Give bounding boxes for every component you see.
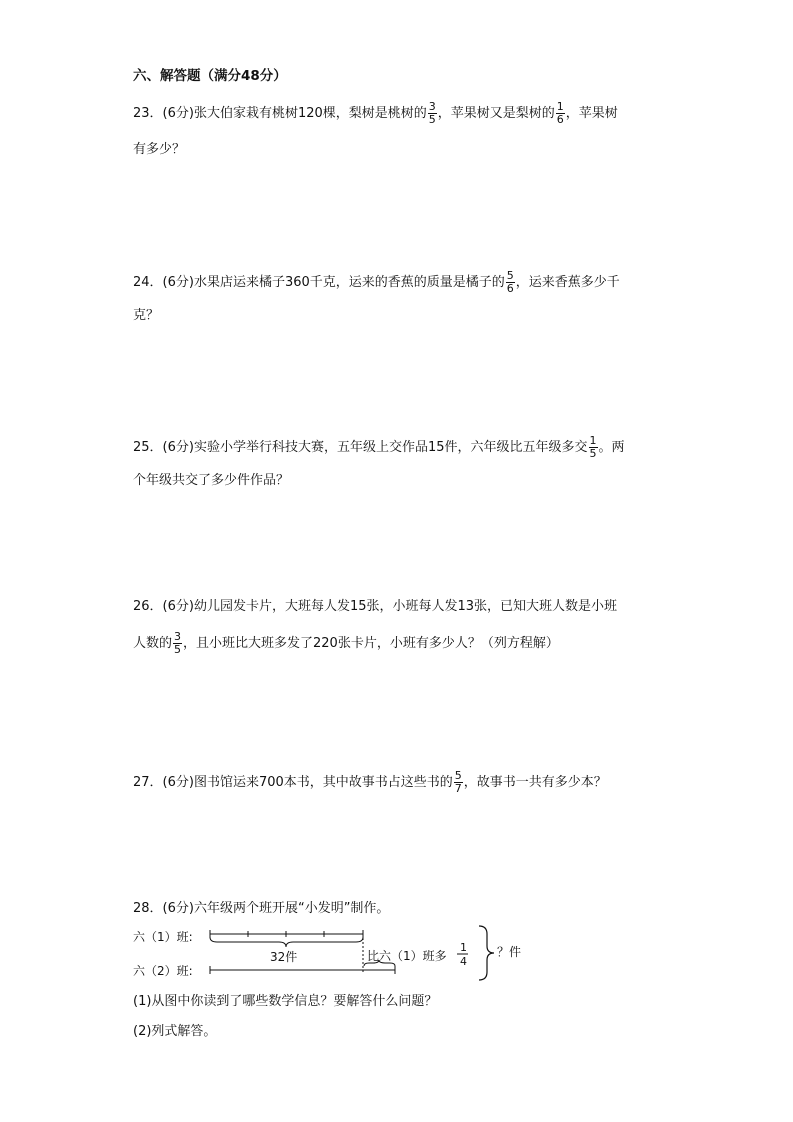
q25-fraction-denominator: 5 — [589, 447, 597, 460]
q23-fraction-1-numerator: 3 — [428, 100, 436, 113]
segment-diagram — [133, 922, 553, 986]
q24-text-b: ，运来香蕉多少千 — [515, 275, 620, 290]
question-label: ？件 — [497, 945, 522, 959]
q24-fraction-numerator: 5 — [506, 269, 514, 282]
question-24-line-2: 克？ — [133, 308, 160, 323]
q24-fraction-denominator: 6 — [506, 282, 514, 295]
q23-fraction-2-numerator: 1 — [556, 100, 564, 113]
row1-label: 六（1）班: — [133, 930, 193, 944]
compare-fraction-denominator: 4 — [460, 955, 467, 968]
q26-fraction-denominator: 5 — [174, 643, 182, 656]
q27-fraction — [454, 770, 463, 795]
q26-fraction-numerator: 3 — [174, 630, 182, 643]
q25-text-b: 。两 — [598, 440, 625, 455]
q23-text-b: ，苹果树又是梨树的 — [437, 106, 555, 121]
count-label: 32件 — [270, 950, 298, 964]
question-28-sub-2: (2)列式解答。 — [133, 1024, 217, 1039]
compare-fraction-numerator: 1 — [460, 941, 467, 954]
question-28-sub-1: (1)从图中你读到了哪些数学信息？要解答什么问题？ — [133, 994, 438, 1009]
q26-fraction — [173, 631, 182, 656]
total-brace — [479, 926, 494, 980]
q27-fraction-numerator: 5 — [454, 769, 462, 782]
q25-fraction — [589, 435, 598, 460]
question-28-line-1: 28．(6分)六年级两个班开展“小发明”制作。 — [133, 901, 390, 916]
q23-fraction-1-denominator: 5 — [428, 113, 436, 126]
q24-fraction — [506, 270, 515, 295]
count-brace — [210, 937, 363, 947]
question-27-line-1 — [133, 770, 607, 795]
q23-text-a: 23．(6分)张大伯家栽有桃树120棵，梨树是桃树的 — [133, 106, 427, 121]
q24-text-a: 24．(6分)水果店运来橘子360千克，运来的香蕉的质量是橘子的 — [133, 275, 505, 290]
question-23-line-2: 有多少？ — [133, 142, 186, 157]
question-24-line-1 — [133, 270, 620, 295]
question-26-line-2 — [133, 631, 559, 656]
q26-text-a: 人数的 — [133, 636, 173, 651]
q23-fraction-1 — [428, 101, 437, 126]
q23-text-c: ，苹果树 — [565, 106, 618, 121]
q25-fraction-numerator: 1 — [589, 434, 597, 447]
q27-fraction-denominator: 7 — [454, 782, 462, 795]
q27-text-b: ，故事书一共有多少本？ — [463, 775, 607, 790]
compare-text: 比六（1）班多 — [367, 949, 447, 963]
q26-text-b: ，且小班比大班多发了220张卡片，小班有多少人？（列方程解） — [183, 636, 559, 651]
question-26-line-1: 26．(6分)幼儿园发卡片，大班每人发15张，小班每人发13张，已知大班人数是小班 — [133, 599, 618, 614]
q23-fraction-2 — [556, 101, 565, 126]
question-23-line-1 — [133, 101, 618, 126]
question-25-line-2: 个年级共交了多少件作品？ — [133, 473, 290, 488]
q27-text-a: 27．(6分)图书馆运来700本书，其中故事书占这些书的 — [133, 775, 453, 790]
question-25-line-1 — [133, 435, 625, 460]
q23-fraction-2-denominator: 6 — [556, 113, 564, 126]
row2-label: 六（2）班: — [133, 964, 193, 978]
section-title: 六、解答题（满分48分） — [133, 68, 287, 84]
q25-text-a: 25．(6分)实验小学举行科技大赛，五年级上交作品15件，六年级比五年级多交 — [133, 440, 588, 455]
